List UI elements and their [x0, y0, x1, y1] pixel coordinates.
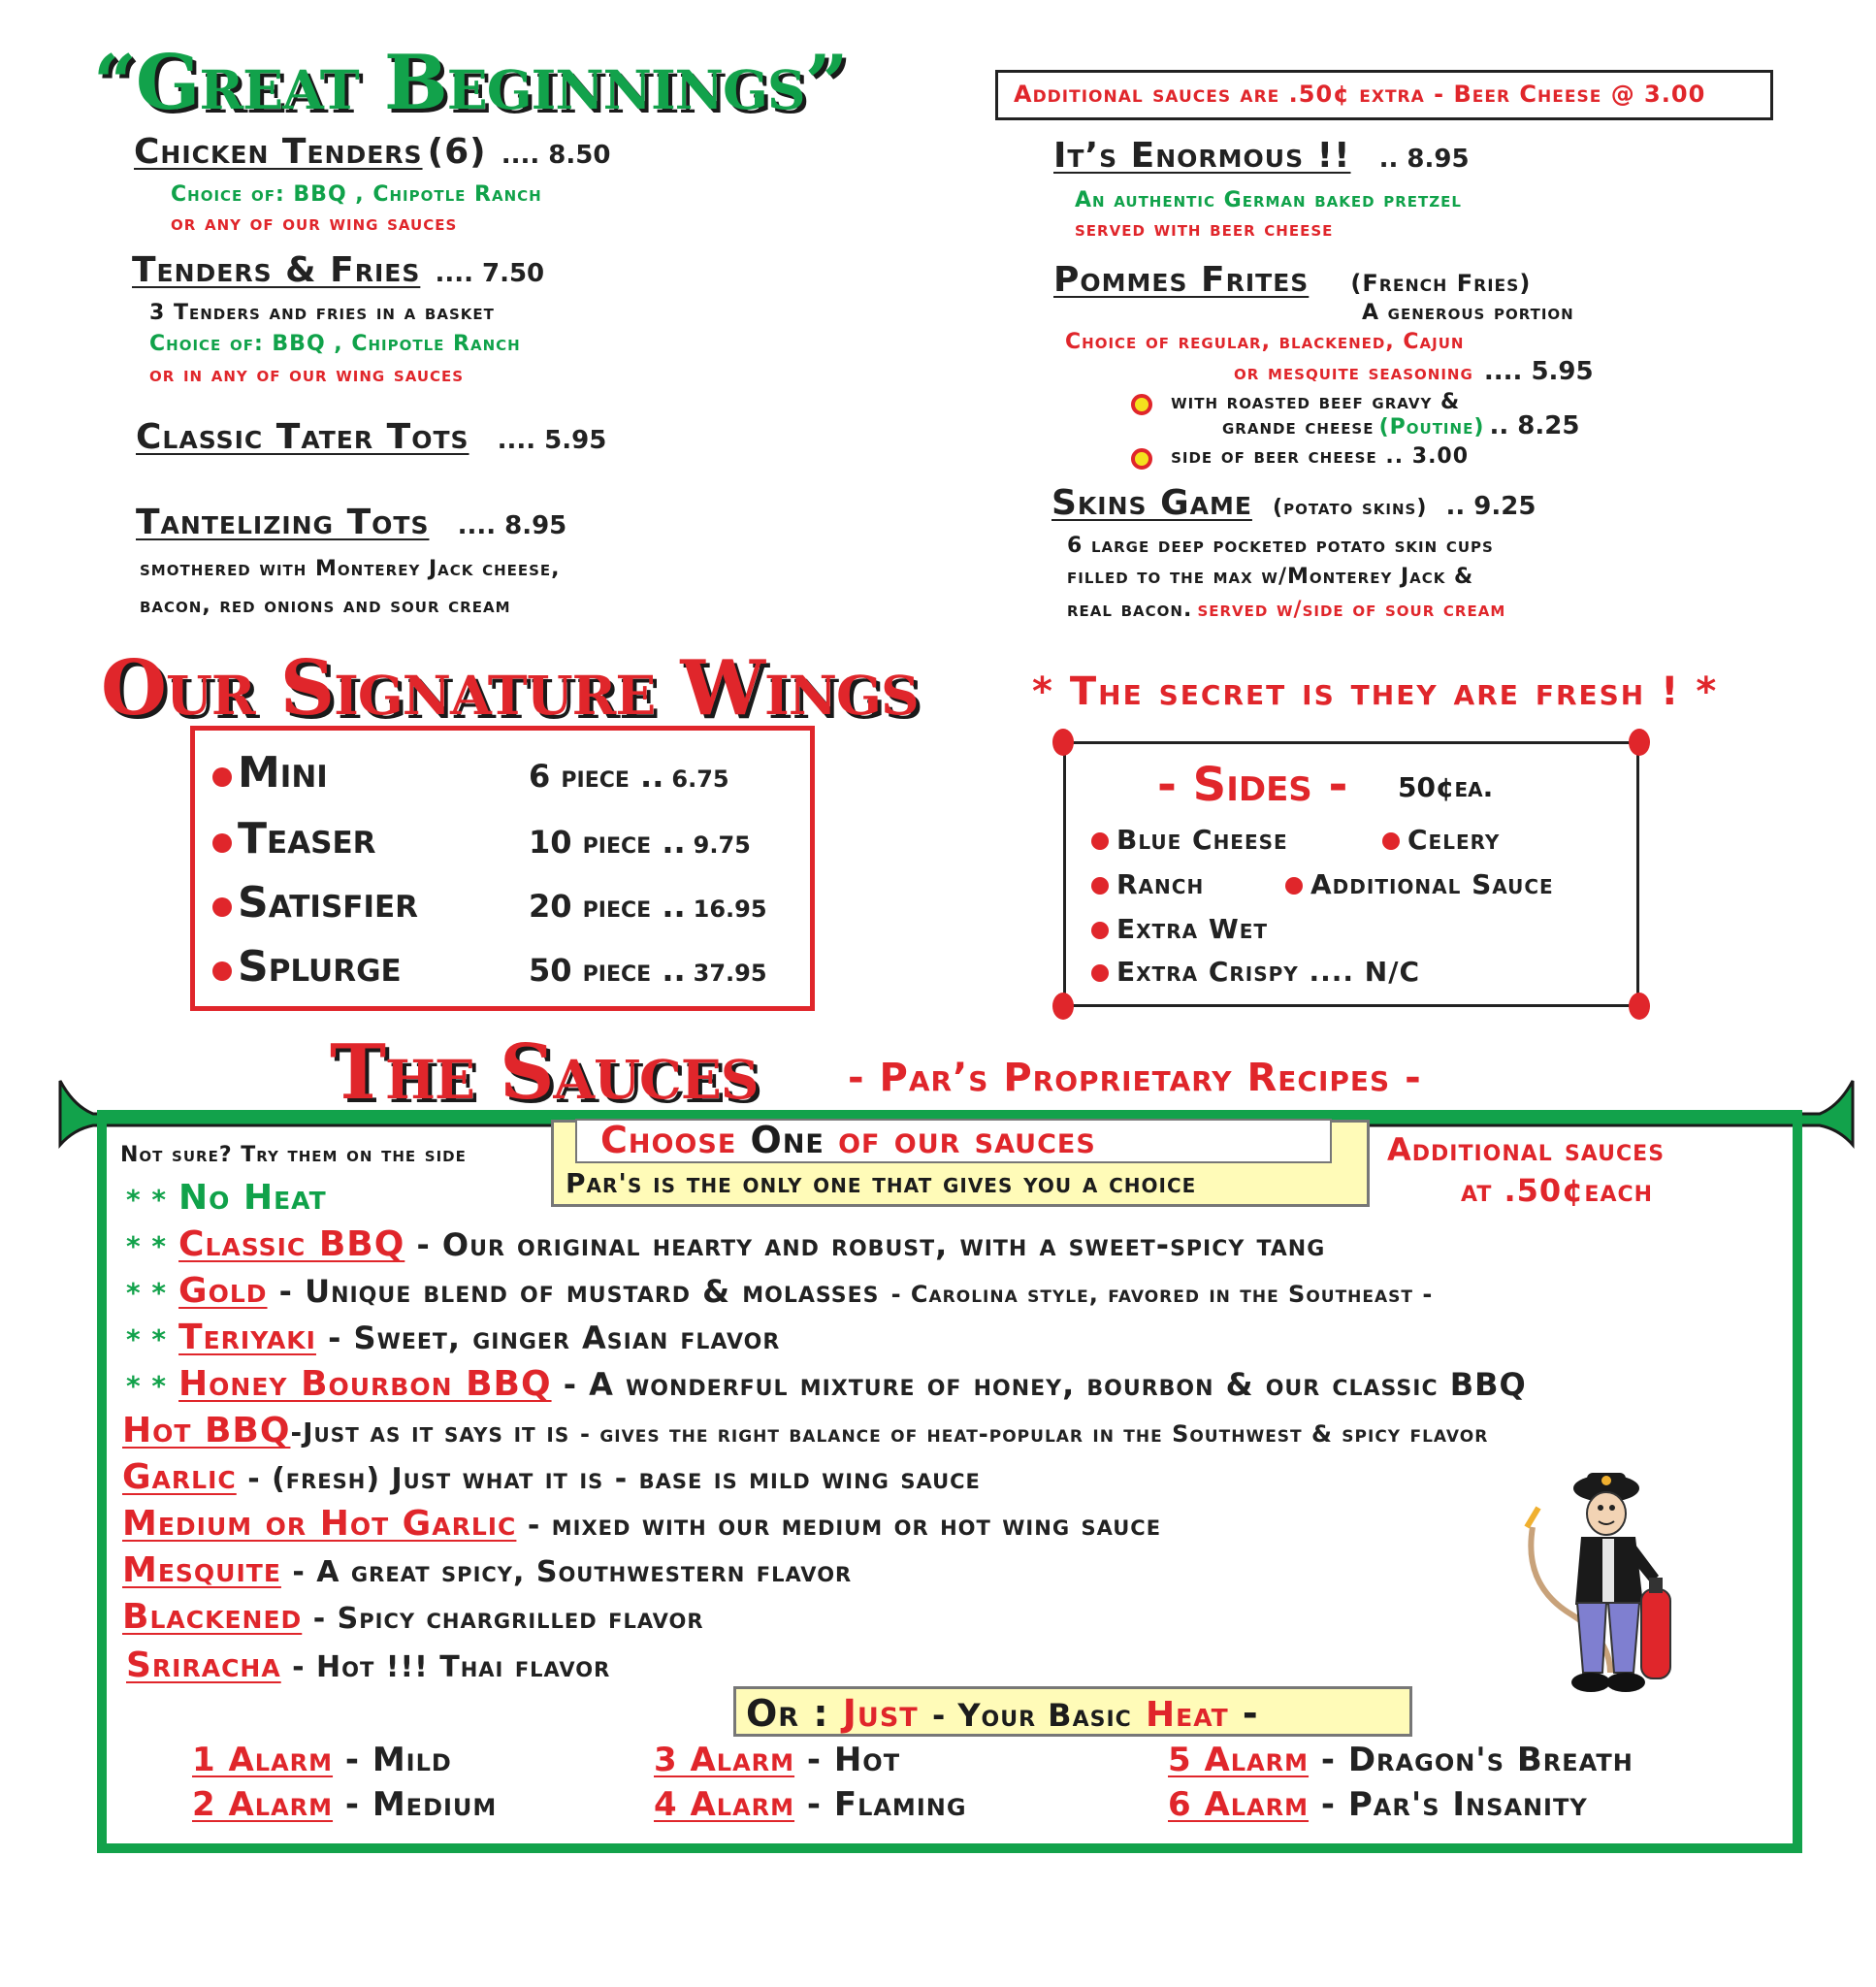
signature-wings-title: Our Signature Wings [101, 644, 919, 733]
alarm-name: 4 Alarm [654, 1785, 795, 1824]
side-label: Blue Cheese [1116, 824, 1288, 856]
sauces-title: The Sauces [330, 1028, 759, 1117]
your-basic-label: - Your Basic [931, 1697, 1132, 1734]
wing-price: 16.95 [693, 896, 767, 923]
menu-item-pommes-frites [1053, 260, 1531, 300]
item-desc: real bacon. [1067, 598, 1193, 622]
sides-price: 50¢ea. [1398, 771, 1494, 803]
sauce-desc: - mixed with our medium or hot wing sauce [527, 1509, 1162, 1543]
choose-word: Choose [600, 1119, 737, 1161]
side-label: Additional Sauce [1310, 868, 1554, 900]
corner-dot-icon [1052, 729, 1074, 756]
just-label: Just [842, 1692, 919, 1735]
menu-item-tantelizing-tots [136, 503, 566, 542]
wing-pieces: 6 piece .. [529, 758, 664, 795]
bullet-icon [212, 961, 232, 981]
item-price: .... 8.95 [457, 511, 567, 540]
sauce-name: No Heat [178, 1178, 327, 1218]
bullet-icon [212, 897, 232, 917]
item-desc: Choice of: BBQ , Chipotle Ranch [149, 332, 521, 356]
item-price: .... 8.50 [501, 141, 611, 170]
item-desc: or any of our wing sauces [171, 212, 458, 236]
wing-size-name: Satisfier [238, 878, 419, 928]
item-desc: bacon, red onions and sour cream [140, 594, 511, 618]
wings-sizes-box [190, 726, 815, 1011]
item-desc: 6 large deep pocketed potato skin cups [1067, 534, 1494, 558]
wing-size-teaser [212, 814, 751, 863]
alarm-4 [654, 1785, 967, 1824]
bullet-icon [1091, 832, 1109, 850]
sauce-name: Medium or Hot Garlic [122, 1504, 517, 1544]
bullet-icon [212, 833, 232, 853]
sauce-teriyaki [126, 1318, 780, 1357]
side-label: Extra Wet [1116, 913, 1269, 945]
alarm-name: 6 Alarm [1168, 1785, 1310, 1824]
sauce-desc: - Unique blend of mustard & molasses [278, 1273, 880, 1310]
additional-sauces-line1: Additional sauces [1387, 1131, 1666, 1168]
item-desc: 3 Tenders and fries in a basket [149, 301, 495, 325]
bullet-icon [1091, 877, 1109, 895]
sauce-medium-hot-garlic [122, 1504, 1161, 1544]
corner-dot-icon [1629, 993, 1650, 1020]
wing-size-satisfier [212, 878, 767, 928]
item-desc-row [1067, 598, 1505, 622]
of-our-sauces: of our sauces [838, 1119, 1096, 1161]
bullet-icon [1091, 964, 1109, 982]
sauce-name: Honey Bourbon BBQ [178, 1364, 552, 1404]
alarm-name: 5 Alarm [1168, 1741, 1310, 1779]
alarm-name: 3 Alarm [654, 1741, 795, 1779]
choose-sauce-heading [600, 1119, 1096, 1161]
wing-size-name: Mini [238, 748, 328, 798]
alarm-5 [1168, 1741, 1633, 1779]
alarm-desc: - Flaming [806, 1785, 967, 1824]
item-desc: or in any of our wing sauces [149, 363, 465, 387]
stars-icon: * * [126, 1184, 168, 1216]
sides-title: - Sides - [1157, 758, 1348, 812]
sauce-desc: - A wonderful mixture of honey, bourbon & our classic BBQ [563, 1366, 1527, 1403]
side-label: Ranch [1116, 868, 1205, 900]
sauce-classic-bbq [126, 1224, 1325, 1264]
item-price: .. 9.25 [1445, 492, 1536, 521]
wing-pieces: 10 piece .. [529, 824, 686, 861]
stars-icon: * * [126, 1277, 168, 1309]
alarm-name: 2 Alarm [192, 1785, 334, 1824]
option-text: grande cheese [1222, 415, 1375, 440]
menu-item-skins-game [1051, 483, 1536, 523]
dash-label: - [1242, 1692, 1259, 1735]
wing-pieces: 20 piece .. [529, 888, 686, 925]
side-label: Extra Crispy .... N/C [1116, 956, 1421, 988]
sauce-desc: - Spicy chargrilled flavor [312, 1602, 704, 1636]
additional-sauces-note-box [995, 70, 1773, 120]
item-desc: filled to the max w/Monterey Jack & [1067, 565, 1474, 589]
alarm-6 [1168, 1785, 1588, 1824]
item-qty: (6) [427, 132, 487, 172]
item-desc: served with beer cheese [1075, 217, 1334, 242]
menu-item-chicken-tenders [134, 132, 610, 172]
great-beginnings-title: “Great Beginnings” [93, 39, 848, 127]
heat-label: Heat [1146, 1695, 1229, 1735]
sauce-desc: -Just as it says it is [290, 1417, 570, 1449]
wing-price: 37.95 [693, 960, 767, 987]
bullet-icon [212, 767, 232, 787]
sauce-blackened [122, 1597, 704, 1637]
choose-sauce-banner [551, 1120, 1370, 1207]
sauce-desc: - Our original hearty and robust, with a sweet-spicy tang [416, 1226, 1326, 1263]
sauce-desc: - A great spicy, Southwestern flavor [292, 1555, 853, 1589]
item-price: .... 5.95 [497, 426, 607, 455]
option-text: side of beer cheese .. 3.00 [1171, 444, 1470, 469]
wings-tagline: * The secret is they are fresh ! * [1032, 669, 1719, 714]
sauce-honey-bourbon-bbq [126, 1364, 1527, 1404]
option-text-poutine: (Poutine) [1378, 415, 1485, 440]
bullet-icon [1382, 832, 1400, 850]
stars-icon: * * [126, 1230, 168, 1262]
wing-price: 9.75 [693, 831, 751, 859]
sauce-name: Blackened [122, 1597, 303, 1637]
side-extra-wet [1091, 913, 1268, 945]
wing-size-splurge [212, 942, 767, 992]
sauce-desc: - Hot !!! Thai flavor [292, 1650, 611, 1684]
item-desc: smothered with Monterey Jack cheese, [140, 557, 561, 581]
wing-price: 6.75 [671, 765, 729, 793]
item-price: .... 5.95 [1483, 357, 1594, 386]
item-desc: Choice of regular, blackened, Cajun [1065, 330, 1465, 354]
sauce-name: Teriyaki [178, 1318, 316, 1357]
wing-pieces: 50 piece .. [529, 952, 686, 989]
sauce-name: Hot BBQ [122, 1411, 291, 1450]
menu-item-classic-tater-tots [136, 417, 606, 457]
wing-size-mini [212, 748, 729, 798]
item-name: Classic Tater Tots [136, 417, 469, 457]
additional-sauces-note: Additional sauces are .50¢ extra - Beer Cheese @ 3.00 [1014, 81, 1706, 108]
stars-icon: * * [126, 1323, 168, 1355]
sauce-name: Mesquite [122, 1550, 281, 1590]
sides-box [1063, 741, 1639, 1007]
item-price: .. 8.25 [1489, 411, 1580, 440]
item-subtitle: (potato skins) [1273, 496, 1428, 520]
sauces-box [97, 1110, 1802, 1853]
item-name: Pommes Frites [1053, 260, 1310, 300]
option-gravy-line2 [1222, 411, 1579, 440]
bullet-icon [1285, 877, 1303, 895]
additional-sauces-line2: at .50¢each [1461, 1172, 1654, 1209]
bullet-icon [1091, 922, 1109, 939]
or-label: Or : [746, 1692, 829, 1735]
corner-dot-icon [1629, 729, 1650, 756]
sauce-hot-bbq [122, 1411, 1488, 1450]
item-price: .. 8.95 [1378, 145, 1470, 174]
alarm-3 [654, 1741, 900, 1779]
item-name: Chicken Tenders [134, 132, 423, 172]
side-celery [1382, 824, 1500, 856]
sauce-name: Classic BBQ [178, 1224, 405, 1264]
sauce-desc: - Sweet, ginger Asian flavor [328, 1319, 781, 1356]
side-label: Celery [1407, 824, 1501, 856]
item-name: Tantelizing Tots [136, 503, 430, 542]
side-ranch [1091, 868, 1204, 900]
firefighter-mascot-icon [1513, 1469, 1698, 1702]
sauces-subtitle: - Par’s Proprietary Recipes - [848, 1056, 1422, 1100]
option-beer-cheese [1131, 444, 1469, 470]
corner-dot-icon [1052, 993, 1074, 1020]
basic-heat-banner [733, 1686, 1412, 1737]
side-additional-sauce [1285, 868, 1554, 900]
item-desc: or mesquite seasoning [1234, 361, 1473, 385]
alarm-desc: - Mild [344, 1741, 452, 1779]
item-desc: A generous portion [1362, 301, 1574, 325]
alarm-name: 1 Alarm [192, 1741, 334, 1779]
menu-item-tenders-fries [132, 250, 544, 290]
sauce-no-heat [126, 1178, 327, 1218]
wing-size-name: Teaser [238, 814, 376, 863]
alarm-2 [192, 1785, 497, 1824]
choice-note: Par's is the only one that gives you a choice [566, 1167, 1197, 1199]
alarm-desc: - Hot [806, 1741, 901, 1779]
side-extra-crispy [1091, 956, 1420, 988]
wing-size-name: Splurge [238, 942, 402, 992]
bullet-ring-icon [1131, 394, 1152, 415]
sauce-mesquite [122, 1550, 852, 1590]
sauce-desc-extra: - Carolina style, favored in the Southeast - [890, 1281, 1434, 1308]
sauce-name: Garlic [122, 1457, 237, 1497]
one-word: One [750, 1119, 825, 1161]
alarm-1 [192, 1741, 452, 1779]
sauce-sriracha [126, 1645, 610, 1685]
item-name: It’s Enormous !! [1053, 136, 1351, 176]
sauce-desc: - (fresh) Just what it is - base is mild wing sauce [247, 1462, 981, 1496]
sauce-desc-extra: - gives the right balance of heat-popular in the Southwest & spicy flavor [580, 1420, 1489, 1448]
item-price: .... 7.50 [435, 259, 545, 288]
item-desc-row [1234, 357, 1594, 386]
item-name: Tenders & Fries [132, 250, 421, 290]
side-blue-cheese [1091, 824, 1288, 856]
stars-icon: * * [126, 1370, 168, 1402]
menu-item-its-enormous [1053, 136, 1470, 176]
sauce-name: Sriracha [126, 1645, 281, 1685]
sauce-gold [126, 1271, 1433, 1311]
alarm-desc: - Dragon's Breath [1320, 1741, 1633, 1779]
alarm-desc: - Par's Insanity [1320, 1785, 1588, 1824]
item-name: Skins Game [1051, 483, 1252, 523]
sauce-garlic [122, 1457, 981, 1497]
item-desc-red: served w/side of sour cream [1197, 598, 1506, 622]
option-text: with roasted beef gravy & [1171, 390, 1461, 414]
try-on-side-note: Not sure? Try them on the side [120, 1143, 467, 1167]
item-subtitle: (French Fries) [1350, 270, 1532, 297]
item-desc: An authentic German baked pretzel [1075, 188, 1462, 212]
alarm-desc: - Medium [344, 1785, 498, 1824]
bullet-ring-icon [1131, 448, 1152, 470]
sauce-name: Gold [178, 1271, 268, 1311]
item-desc: Choice of: BBQ , Chipotle Ranch [171, 182, 542, 207]
